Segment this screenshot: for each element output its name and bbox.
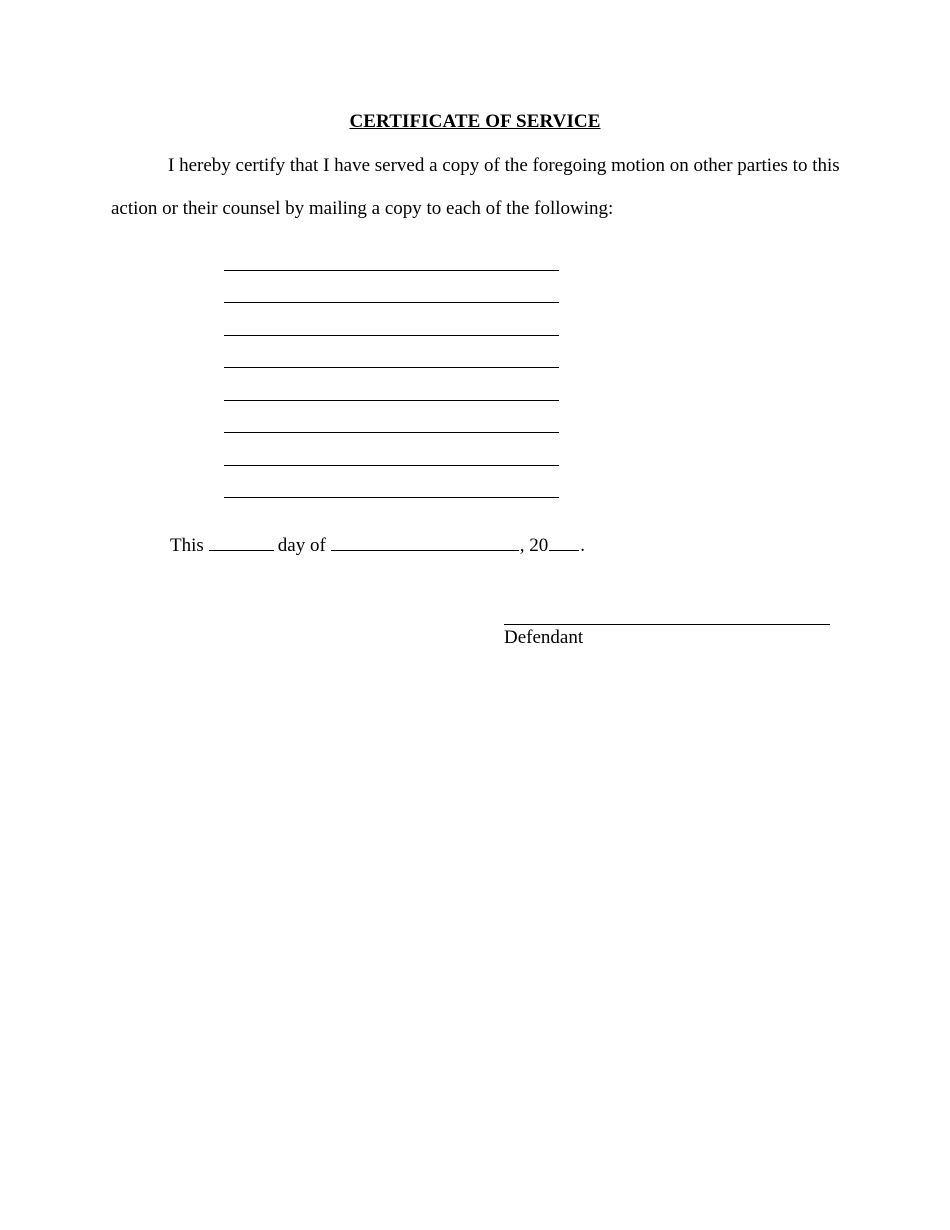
date-this-label: This [170, 535, 204, 556]
service-blank-line[interactable] [224, 303, 559, 336]
document-title: CERTIFICATE OF SERVICE [349, 111, 601, 132]
month-blank[interactable] [331, 536, 519, 551]
signature-label: Defendant [504, 627, 584, 648]
service-blank-line[interactable] [224, 271, 559, 304]
certification-text-line-1: I hereby certify that I have served a copy of the foregoing motion on other parties to this [168, 155, 840, 176]
service-blank-line[interactable] [224, 466, 559, 499]
signature-line[interactable] [504, 606, 830, 625]
year-blank[interactable] [549, 536, 579, 551]
service-blank-line[interactable] [224, 433, 559, 466]
service-blank-line[interactable] [224, 368, 559, 401]
service-blank-line[interactable] [224, 401, 559, 434]
date-line [170, 535, 585, 557]
date-century-label: , 20 [519, 535, 549, 556]
day-blank[interactable] [209, 536, 274, 551]
certification-text-line-2: action or their counsel by mailing a copy to each of the following: [111, 198, 614, 219]
date-day-of-label: day of [277, 535, 326, 556]
service-blank-line[interactable] [224, 336, 559, 369]
service-address-blanks [224, 238, 559, 498]
date-period: . [580, 535, 586, 556]
service-blank-line[interactable] [224, 238, 559, 271]
